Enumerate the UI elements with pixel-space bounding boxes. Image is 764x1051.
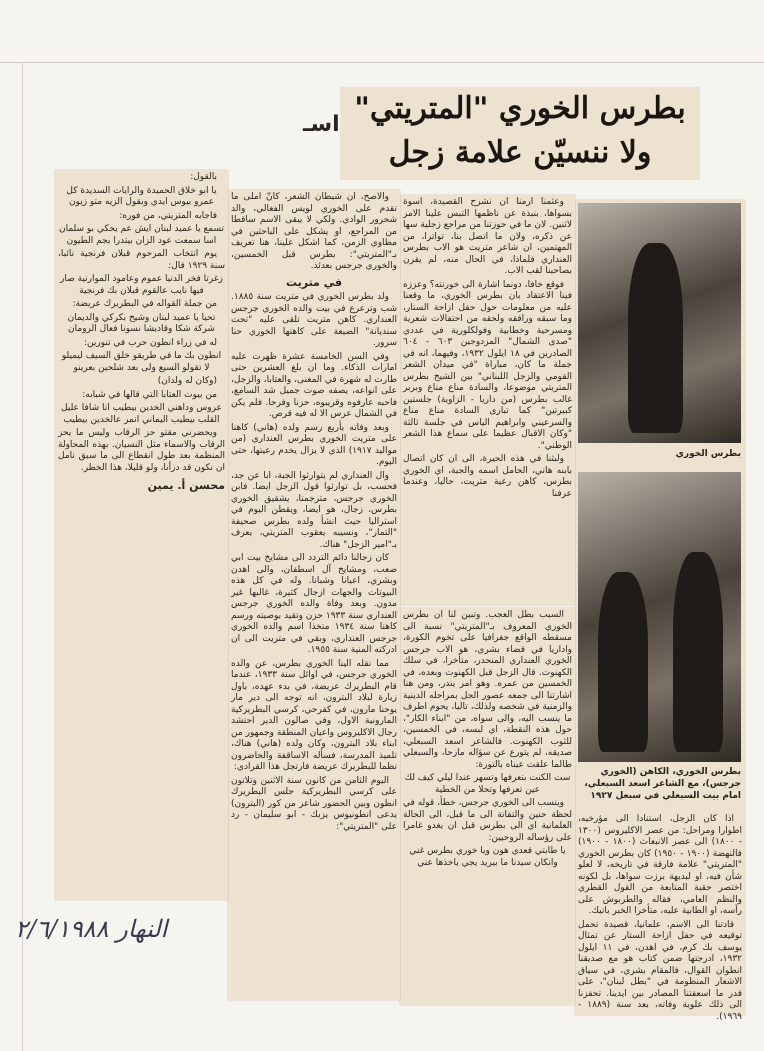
paragraph: له في زراء انطون حرب في تنورين: — [83, 337, 217, 348]
subheading: في متريت — [285, 275, 343, 289]
handwritten-date: النهار ٢/٦/١٩٨٨ — [15, 915, 168, 943]
paragraph: وعثمنا ارمنا ان نشرح القصيدة، اسوة بسواها، بنبذة عن ناظمها التبس علينا الامر لاثنين. لان ما في حوزتنا من مراجع زجلية سها عن ذكره، ولان ما اتصل بنا، تواترا، من المهتمين، ان شاعر متريت هو الاب بطرس العنداري فلماذا، في الحال منه، لم يقرن بصاحبنا لقب الاب. — [403, 197, 572, 276]
headline-line-1: بطرس الخوري "المتريتي" — [354, 91, 686, 126]
paragraph: بالقول: — [190, 172, 217, 182]
paragraph: وبعد وفاته بأربع رسم ولده (هاني) كاهنا على متريت الخوري بطرس العنداري (من مواليد ١٩١٧) الذي لا يزال يخدم رعيتها، حتى اليوم. — [231, 422, 398, 467]
verse: تسمع يا عميد لبنان ايش عم يحكي بو سلمان اسا سمعت عود الزان بيتدرا بجم الطيون — [58, 224, 225, 246]
verse: عروس وداهني الخدين بيطيب انا شافا عليل القلب بيطيب اليماني انمر عالخدين بيطيب — [61, 403, 222, 425]
paragraph: من بيوت العتابا التي قالها في شبابه: — [82, 389, 217, 400]
paragraph: والاصح، ان شيطان الشعر، كانّ املى ما تقدم على الخوري لويس الفغالي، والد شحرور الوادي. ولكي لا يبقى الاسم ساقطا من المراجع، او يشكل على الباحثين في مطاوي الزمن، كما اشكل علينا، هنا تعريف بـ"المتريتي": بطرس قبل الخمسين، والخوري جرجس بعدئذ. — [231, 192, 397, 271]
column-4-clipping — [55, 170, 228, 900]
verse: يا ابو خلاق الحميدة والرايات السديدة كل عمرو بيوس ايدي وبقول الزيه متو زيون — [66, 185, 217, 207]
column-2-top-clipping — [400, 195, 575, 605]
paragraph: اذا كان الزجل، استنادا الى مؤرخيه، اطوارا ومراحل: من عصر الاكليروس (١٣٠٠ - ١٨٠٠) الى عصر الانبعاث (١٨٠٠ - ١٩٠٠) فالنهضة (١٩٠٠ - ١٩٥٠) كان بطرس الخوري "المتريتي" علامة فارقة في تاريخه، لا لعلو شأن فيه، او لبديهة برزت سواها، بل لكونه اختصر حقبة المتابعة من القول القطري والنظم العامي، فقاله والطربوش على رأسه، او الطابية عليه، متأخرا الخبر باتيك. — [578, 814, 742, 916]
paragraph: اليوم الثامن من كانون سنة الاثنين وتلاتون على كرسي البطريركية جلس البطريرك انطون وبين الحضور شاعر من كور (البترون) يدعى انطونيوس يزبك - ابو سليمان - رد على "المتريتي": — [231, 775, 397, 832]
paragraph: وال العنداري لم يتوارثوا الجبة، ابا عن جد، فحسب، بل توارثوا قول الزجل ايضا. فابن الخوري جرجس، مترجمنا، يشقيق الخوري بطرس، زجال، هو ايضا، ويقطن اليوم في استراليا حيث انشأ ولده بطرس صحيفة "التمار"، ونسيبه يعقوب المتريتي، يعرف بـ"امير الزجل" هناك. — [231, 470, 397, 550]
paragraph: من جملة القواله في البطريرك عريضة: — [72, 299, 217, 309]
column-3-clipping — [228, 190, 400, 1000]
column-1-text — [575, 812, 745, 1027]
paragraph: مما نقله الينا الخوري بطرس، عن والده الخوري جرجس، في اوائل سنة ١٩٣٣، عندما قام البطريرك عريضة، في بدء عهده، باول زيارة لبلاد البترون، انه توجه الى دير مار يوحنا مارون، في كفرحي، كرسي البطريركية المارونية الاول، وفي صالون الدير احتشد رجال الاكليروس واعيان المنطقة وجمهور من ابناء بلاد البترون، وكان ولده (هاني) هناك، تلميذ المدرسة، فسأله الاساقفة والحاضرون نظما للبطريرك عريضة فارتجل هذا القرادي: — [231, 658, 397, 772]
scan-edge-left — [22, 62, 23, 1051]
paragraph: السبب بطل العجب. وتبين لنا ان بطرس الخوري المعروف بـ"المتريتي" نسبة الى مسقطه الواقع جغرافيا على تخوم الكورة، واداريا في قضاء بشري، هو الاب جرجس الخوري العنداري المنحدر، متأخرا، في سلك الكهنوت. قال الزجل قبل الكهنوت وبعده، في الخمسين من عمره. وهو امر يندر، ومن هنا اشارتنا الى جمعه عصور الجل بمراحله الدينية والزمنية في شخصه ولذلك، تاليا، يحوم اطرف ما ينسب اليه، والى سواه، من "ابناء الكار"، حول هذه النقطة، اي لبسه، في الخمسين، للثوب الكهنوت. فالشاعر اسعد السبعلي، صديقه، لم يتورع عن سؤاله مازحا، والسبعلي طالما علقت عيناه بالتورة: — [403, 610, 572, 770]
column-2-bottom-clipping — [400, 608, 575, 1005]
verse: يا طابتي قعدي هون ويا خوري بطرس غني وانكان سيدنا ما بيريد يجي ياخذها عني — [409, 846, 566, 868]
verse: انطون بك ما في طريقو خلق السيف ليميلو لا تقولو السيع ولى بعد شلحين بعرينو — [61, 351, 222, 373]
headline — [340, 87, 700, 180]
paragraph: ويحضرني مقتو حز الرقاب وليس ما يحز الرقاب والاسماء مثل النسيان. بهذه المحاولة المنظمة بعد طول انقطاع الى ما سبق نامل ان نكون قد درأنا، ولو قليلا، هذا الخطر. — [58, 428, 225, 473]
headline-fragment: اسـ — [303, 112, 340, 137]
scan-edge-top — [0, 62, 764, 63]
paragraph: ولد بطرس الخوري في متريت سنة ١٨٨٥. شب وترعرع في بيت والده الخوري جرجس العنداري. كاهن متريت تلقى عليه "تحت سنديانة" الضيعة على كاهنها الخوري حنا سرور. — [231, 292, 397, 348]
verse: ست الكنت بتعرفها وتسهر عندا ليلي كيف لك عين تعرفها وتحلا من الخطية — [404, 773, 571, 795]
paragraph: فاجابه المتريتي، من فوره: — [119, 210, 217, 221]
verse: تحيا يا عميد لبنان وشيخ بكركي والديمان شركة شكا وقاديشا نسونا فعال الرومان — [67, 312, 216, 334]
paragraph: كان زجالنا دائم التردد الى مشايخ بيت ابي صعب، ومشايخ آل اسطفان، والى اهدن وبشري، اعيانا وشبانا. وله في كل هذه البيوتات والجهات ازجال كثيرة، غالبها غير مدون. وبعد وفاة والده الخوري جرجس العنداري سنة ١٩٣٣ حزن وتقيد بوصيته ورسم كاهنا سنة ١٩٣٤ متخذا اسم والده الخوري جرجس العنداري، وبقي في متريت الى ان ادركته المنية سنة ١٩٥٥. — [231, 553, 397, 655]
author-signature: محسن أ. يمين — [147, 479, 225, 492]
paragraph: وينسب الى الخوري جرجس، خطأ، قوله في لحظة حنين والتفاتة الى ما قبل، الى الحالة العلمانية اي الى بطرس قبل ان يغدو غامرا على رؤساله الروحيين: — [403, 798, 572, 843]
photo-portrait — [578, 203, 741, 443]
column-1-clipping — [575, 200, 745, 1022]
photo-caption-top: بطرس الخوري — [675, 449, 741, 459]
paragraph: (وكان له ولدان) — [157, 376, 217, 386]
paragraph: يوم انتخاب المرحوم قبلان فرنجية نائبا، سنة ١٩٢٩ قال: — [58, 249, 225, 271]
verse: زغرتا فخر الدنيا عموم وعامود الموارنية صار فيها نايب عالقوم قبلان بك فرنجية — [60, 274, 223, 296]
paragraph: وفي السن الخامسة عشرة ظهرت عليه امارات الذكاء. وما ان بلغ العشرين حتى طارت له شهرة في المغنى، والعتابا، والزجل، على انواعه، يصفه صوت جميل شد السامع، فاحبه عارفوه وقريبوه، حزنا وفرحا. فلم يكن في الشمال عرس الا له فيه قرص. — [231, 351, 397, 419]
photo-caption-bottom: بطرس الخوري، الكاهن (الخوري جرجس)، مع الشاعر اسعد السبعلي، امام بيت السبعلي في سبعل ١٩٢٧ — [584, 767, 741, 801]
headline-line-2: ولا ننسيّن علامة زجل — [388, 135, 652, 170]
paragraph: فوقع خافا، دونما اشارة الى خورنته؟ وعززه فينا الاعتقاد بان بطرس الخوري، ما وقعنا عليه من معلومات حول حفل ازاحة الستار، وما سبقه ورافقه ولحقه من احتفالات شعرية ومسرحية وخطابية وفولكلورية في عددي "صدى الشمال" المزدوجين ٦٠٣ - ٦٠٤ الصادرين في ١٨ ايلول ١٩٣٢، وفيهما، انه في جملة ما كان، مباراة "في ميدان الشعر القومي والزجل اللبناني" بين الشيخ بطرس المتريتي موضوعا، والسادة مناع مناع وبربر غالب بطرس (من داريا - الزاوية) جلستين كبيرتين" كما تبارى السادة مناع مناع والسرعيني وابراهيم الياس في جلسة ثالثة "وكان الاقبال عظيما على سماع هذا الشعر الوطني". — [403, 279, 573, 451]
photo-group — [578, 472, 741, 762]
paragraph: ولبثنا في هذه الحيرة، الى ان كان اتصال بابنه هاني، الحامل اسمه والجبة، اي الخوري بطرس، كاهن رعية متريت، حاليا، وعندما عرفنا — [403, 454, 572, 499]
paragraph: قادتنا الى الاسم، علمانيا، قصيدة تحمل توقيعه في حفل ازاحة الستار عن تمثال يوسف بك كرم، في اهدن، في ١١ ايلول ١٩٣٢، ادرجتها ضمن كتاب هو مع صديقنا انطوان القوال، فالمقام بشري، في سياق الاشعار المنظومة في "بطل لبنان"، على قدر ما اسعفتنا المصادر بين ايدينا. تحفزنا الى ذلك علوية وفاته، بعد سنة (١٨٨٩ - ١٩٦٩). — [578, 919, 742, 1022]
